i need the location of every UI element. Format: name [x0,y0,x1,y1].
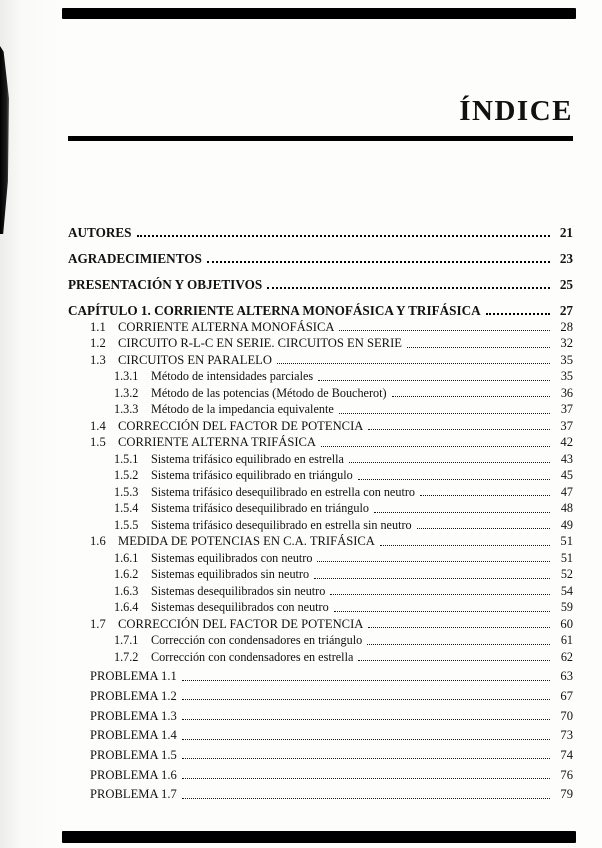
toc-entry-label: Método de la impedancia equivalente [151,402,334,416]
toc-entry [68,517,573,534]
toc-entry [68,688,573,705]
toc-entry [68,385,573,402]
dot-leader [417,528,550,529]
toc-entry-label: CORRIENTE ALTERNA TRIFÁSICA [118,435,317,449]
toc-entry-number: 1.5 [90,435,106,449]
toc-entry-label: PROBLEMA 1.3 [90,708,177,723]
dot-leader [137,235,550,237]
toc-entry-page: 73 [560,728,573,743]
toc-entry-number: 1.5.4 [114,501,139,515]
toc-entry-page: 76 [560,767,573,782]
toc-entry [68,786,573,803]
toc-entry-label: PROBLEMA 1.5 [90,747,177,762]
dot-leader [267,287,550,289]
toc-entry-page: 51 [560,550,573,565]
book-spine-shadow [0,46,9,234]
dot-leader [318,380,550,381]
toc-entry-page: 49 [560,517,573,532]
toc-entry-page: 59 [560,600,573,614]
dot-leader [182,758,550,759]
toc-entry [68,632,573,649]
toc-entry [68,352,573,369]
toc-entry-label: PROBLEMA 1.6 [90,767,177,782]
dot-leader [368,627,550,628]
toc-entry-label: CIRCUITO R-L-C EN SERIE. CIRCUITOS EN SERIE [118,336,402,350]
toc-entry-page: 35 [560,369,573,383]
toc-entry-number: 1.6.4 [114,600,139,614]
toc-entry-label: CORRECCIÓN DEL FACTOR DE POTENCIA [118,616,364,631]
toc-entry [68,335,573,352]
page-title: ÍNDICE [459,95,573,127]
toc-entry-number: 1.3.2 [114,385,139,400]
toc-entry [68,276,573,293]
dot-leader [182,699,550,700]
toc-entry [68,767,573,784]
dot-leader [334,611,550,612]
toc-entry [68,649,573,666]
toc-entry-number: 1.7 [90,616,106,631]
dot-leader [368,429,550,430]
dot-leader [321,446,550,447]
toc-entry-label: Sistemas desequilibrados sin neutro [151,583,326,598]
toc-entry-label: PRESENTACIÓN Y OBJETIVOS [68,276,263,292]
toc-entry [68,418,573,435]
toc-entry-label: CIRCUITOS EN PARALELO [118,352,272,367]
dot-leader [486,313,550,315]
title-rule [68,136,573,141]
toc-entry-label: PROBLEMA 1.7 [90,787,177,802]
toc-entry [68,599,573,616]
dot-leader [380,545,550,546]
toc-entry-page: 32 [560,336,573,350]
toc-entry-label: Método de las potencias (Método de Boucherot) [151,385,387,400]
toc-entry-number: 1.5.3 [114,484,139,499]
dot-leader [367,644,550,645]
toc-entry-number: 1.3.3 [114,402,139,416]
toc-entry-label: Sistema trifásico equilibrado en estrella [151,451,344,466]
toc-entry-label: PROBLEMA 1.2 [90,688,177,703]
toc-entry-page: 28 [560,319,573,334]
toc-entry-label: Sistemas equilibrados con neutro [151,550,313,565]
dot-leader [182,719,550,720]
toc-entry-label: Sistema trifásico desequilibrado en triángulo [151,501,369,515]
toc-entry-page: 62 [560,649,573,664]
toc-entry-page: 27 [559,302,573,318]
toc-entry [68,467,573,484]
toc-entry-page: 79 [560,787,573,802]
dot-leader [358,660,550,661]
toc-entry [68,224,573,241]
toc-entry-page: 42 [560,435,573,449]
toc-entry-page: 52 [560,567,573,581]
toc-entry [68,484,573,501]
toc-entry-page: 51 [560,534,573,548]
toc-entry-label: Corrección con condensadores en triángulo [151,633,363,647]
toc-entry-number: 1.6.2 [114,567,139,581]
toc-entry-label: MEDIDA DE POTENCIAS EN C.A. TRIFÁSICA [118,534,375,548]
toc-entry-number: 1.1 [90,319,106,334]
dot-leader [339,330,550,331]
toc-entry-number: 1.4 [90,418,106,433]
toc-entry-page: 74 [560,747,573,762]
toc-entry-label: Sistema trifásico desequilibrado en estrella sin neutro [151,517,412,532]
dot-leader [182,680,550,681]
dot-leader [317,561,550,562]
dot-leader [207,261,550,263]
toc-entry-label: PROBLEMA 1.4 [90,728,177,743]
page-content [68,0,573,803]
toc-entry-label: Corrección con condensadores en estrella [151,649,354,664]
dot-leader [277,363,550,364]
toc-entry-number: 1.5.2 [114,468,139,482]
toc-entry [68,616,573,633]
toc-entry [68,583,573,600]
toc-entry-label: AGRADECIMIENTOS [68,250,202,266]
dot-leader [182,778,550,779]
toc-entry-number: 1.7.2 [114,649,139,664]
toc-entry [68,566,573,583]
dot-leader [374,512,550,513]
toc-entry-number: 1.5.1 [114,451,139,466]
toc-entry [68,451,573,468]
dot-leader [358,479,550,480]
toc-entry-page: 35 [560,352,573,367]
toc-entry-label: Sistemas equilibrados sin neutro [151,567,310,581]
dot-leader [349,462,550,463]
toc-entry-number: 1.6.1 [114,550,139,565]
toc-entry-page: 45 [560,468,573,482]
toc-entry-label: Método de intensidades parciales [151,369,314,383]
toc-entry-number: 1.7.1 [114,633,139,647]
toc-entry-page: 36 [560,385,573,400]
dot-leader [392,396,550,397]
toc-entry-label: AUTORES [68,224,132,240]
toc-entry-page: 48 [560,501,573,515]
toc-entry-page: 60 [560,616,573,631]
dot-leader [314,578,550,579]
toc-entry-page: 47 [560,484,573,499]
dot-leader [420,495,550,496]
toc-entry [68,747,573,764]
dot-leader [330,594,550,595]
toc-entry [68,500,573,517]
toc-entry-page: 61 [560,633,573,647]
dot-leader [339,413,550,414]
toc-entry-page: 21 [559,224,573,240]
toc-entry-number: 1.3.1 [114,369,139,383]
toc-entry [68,368,573,385]
toc-entry-page: 70 [560,708,573,723]
toc-entry-label: CORRIENTE ALTERNA MONOFÁSICA [118,319,335,334]
toc-entry [68,708,573,725]
dot-leader [407,347,550,348]
toc-entry [68,434,573,451]
toc-entry [68,401,573,418]
toc-entry [68,668,573,685]
toc-entry-number: 1.2 [90,336,106,350]
toc-entry-page: 25 [559,276,573,292]
toc-entry-number: 1.6.3 [114,583,139,598]
toc-list [68,224,573,803]
toc-entry-label: Sistemas desequilibrados con neutro [151,600,329,614]
toc-entry [68,533,573,550]
toc-entry-label: Sistema trifásico equilibrado en triángulo [151,468,353,482]
toc-entry [68,727,573,744]
dot-leader [182,739,550,740]
toc-entry-page: 43 [560,451,573,466]
toc-entry [68,550,573,567]
toc-entry-label: PROBLEMA 1.1 [90,669,177,684]
toc-entry-label: CAPÍTULO 1. CORRIENTE ALTERNA MONOFÁSICA Y TRIFÁSICA [68,302,481,318]
toc-entry [68,302,573,319]
toc-entry [68,319,573,336]
toc-entry-page: 37 [560,402,573,416]
toc-entry-page: 67 [560,688,573,703]
toc-entry-label: Sistema trifásico desequilibrado en estrella con neutro [151,484,415,499]
toc-entry-page: 54 [560,583,573,598]
toc-entry [68,250,573,267]
dot-leader [182,798,550,799]
toc-entry-page: 63 [560,669,573,684]
toc-entry-label: CORRECCIÓN DEL FACTOR DE POTENCIA [118,418,364,433]
toc-entry-number: 1.5.5 [114,517,139,532]
toc-entry-number: 1.3 [90,352,106,367]
toc-entry-page: 37 [560,418,573,433]
bottom-border-bar [62,831,576,843]
toc-entry-page: 23 [559,250,573,266]
toc-entry-number: 1.6 [90,534,106,548]
